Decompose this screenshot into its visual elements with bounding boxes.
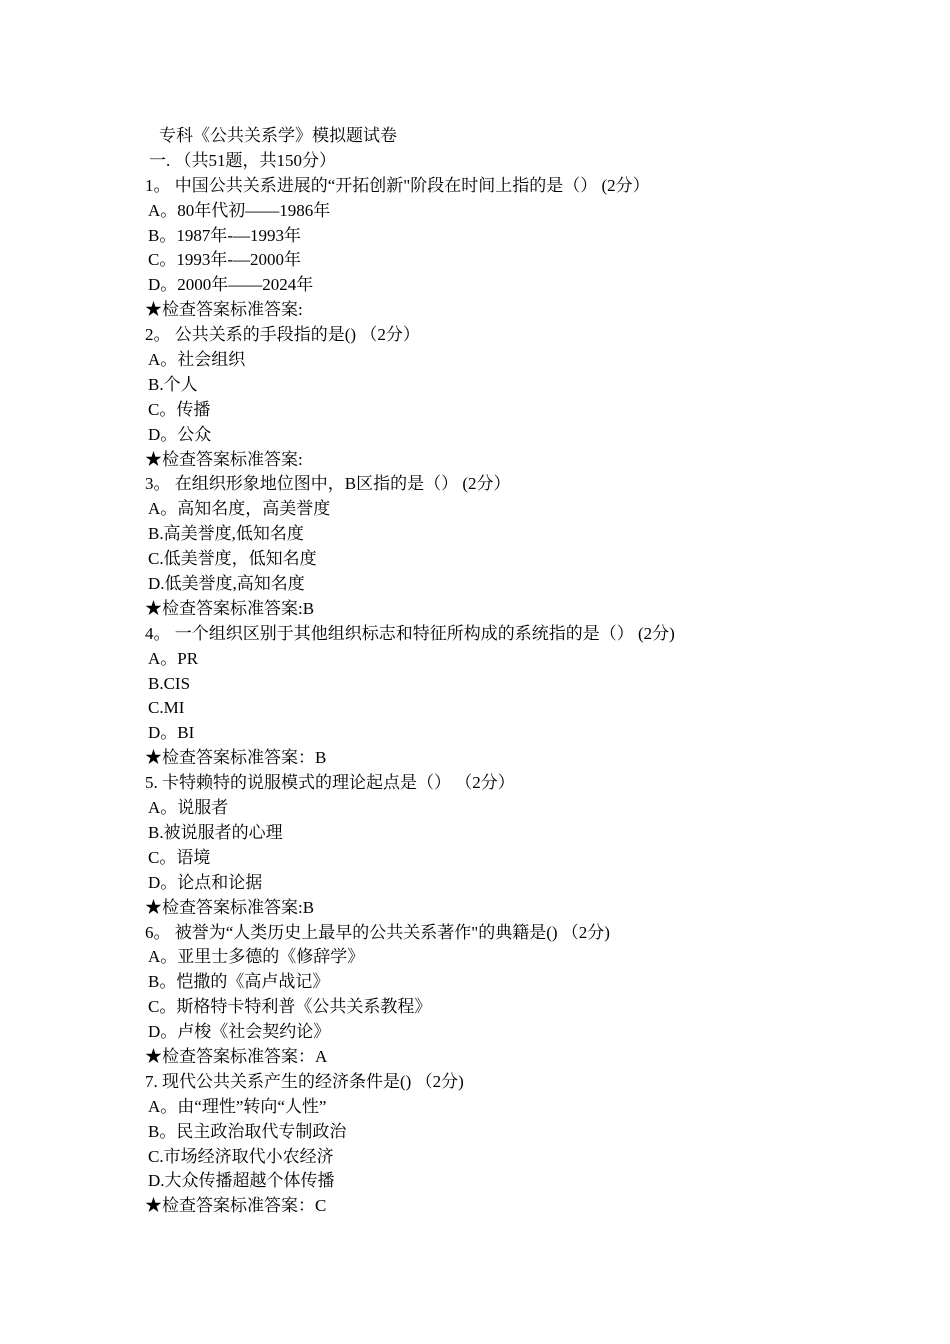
option-a: A。PR [148, 648, 199, 668]
answer-line: ★检查答案标准答案：B [145, 748, 327, 768]
option-b: B。恺撒的《高卢战记》 [148, 972, 330, 992]
option-a: A。社会组织 [148, 350, 246, 370]
option-a: A。80年代初——1986年 [148, 200, 331, 220]
option-a: A。高知名度，高美誉度 [148, 499, 331, 519]
option-d: D.低美誉度,高知名度 [148, 574, 305, 594]
question-stem: 7. 现代公共关系产生的经济条件是() （2分) [145, 1071, 464, 1091]
option-b: B.个人 [148, 374, 198, 394]
option-b: B。民主政治取代专制政治 [148, 1121, 347, 1141]
option-c: C.市场经济取代小农经济 [148, 1146, 334, 1166]
question-stem: 1。 中国公共关系进展的“开拓创新"阶段在时间上指的是（） (2分） [145, 175, 650, 195]
exam-document [145, 124, 865, 1219]
option-b: B。1987年-—1993年 [148, 225, 301, 245]
page-title: 专科《公共关系学》模拟题试卷 [159, 126, 397, 145]
answer-line: ★检查答案标准答案:B [145, 598, 315, 618]
option-b: B.被说服者的心理 [148, 822, 283, 842]
option-c: C。斯格特卡特利普《公共关系教程》 [148, 997, 432, 1017]
answer-line: ★检查答案标准答案:B [145, 897, 315, 917]
option-d: D。BI [148, 723, 195, 743]
option-c: C.低美誉度，低知名度 [148, 549, 317, 569]
question-stem: 5. 卡特赖特的说服模式的理论起点是（） （2分） [145, 773, 515, 793]
answer-line: ★检查答案标准答案：A [145, 1046, 328, 1066]
option-a: A。由“理性”转向“人性” [148, 1096, 327, 1116]
option-a: A。说服者 [148, 798, 229, 818]
option-d: D。2000年——2024年 [148, 275, 314, 295]
option-c: C.MI [148, 698, 185, 718]
answer-line: ★检查答案标准答案：C [145, 1196, 327, 1216]
section-heading: 一. （共51题，共150分） [149, 150, 336, 170]
option-d: D。卢梭《社会契约论》 [148, 1022, 331, 1042]
question-stem: 6。 被誉为“人类历史上最早的公共关系著作"的典籍是() （2分) [145, 922, 610, 942]
question-stem: 4。 一个组织区别于其他组织标志和特征所构成的系统指的是（） (2分) [145, 623, 675, 643]
answer-line: ★检查答案标准答案: [145, 449, 303, 469]
option-d: D。公众 [148, 424, 212, 444]
option-b: B.CIS [148, 673, 191, 693]
option-c: C。语境 [148, 847, 211, 867]
option-b: B.高美誉度,低知名度 [148, 524, 304, 544]
option-d: D。论点和论据 [148, 872, 263, 892]
option-d: D.大众传播超越个体传播 [148, 1171, 335, 1191]
question-stem: 2。 公共关系的手段指的是() （2分） [145, 325, 420, 345]
option-c: C。传播 [148, 399, 211, 419]
answer-line: ★检查答案标准答案: [145, 300, 303, 320]
option-c: C。1993年-—2000年 [148, 250, 301, 270]
option-a: A。亚里士多德的《修辞学》 [148, 947, 365, 967]
question-stem: 3。 在组织形象地位图中，B区指的是（） (2分） [145, 474, 511, 494]
